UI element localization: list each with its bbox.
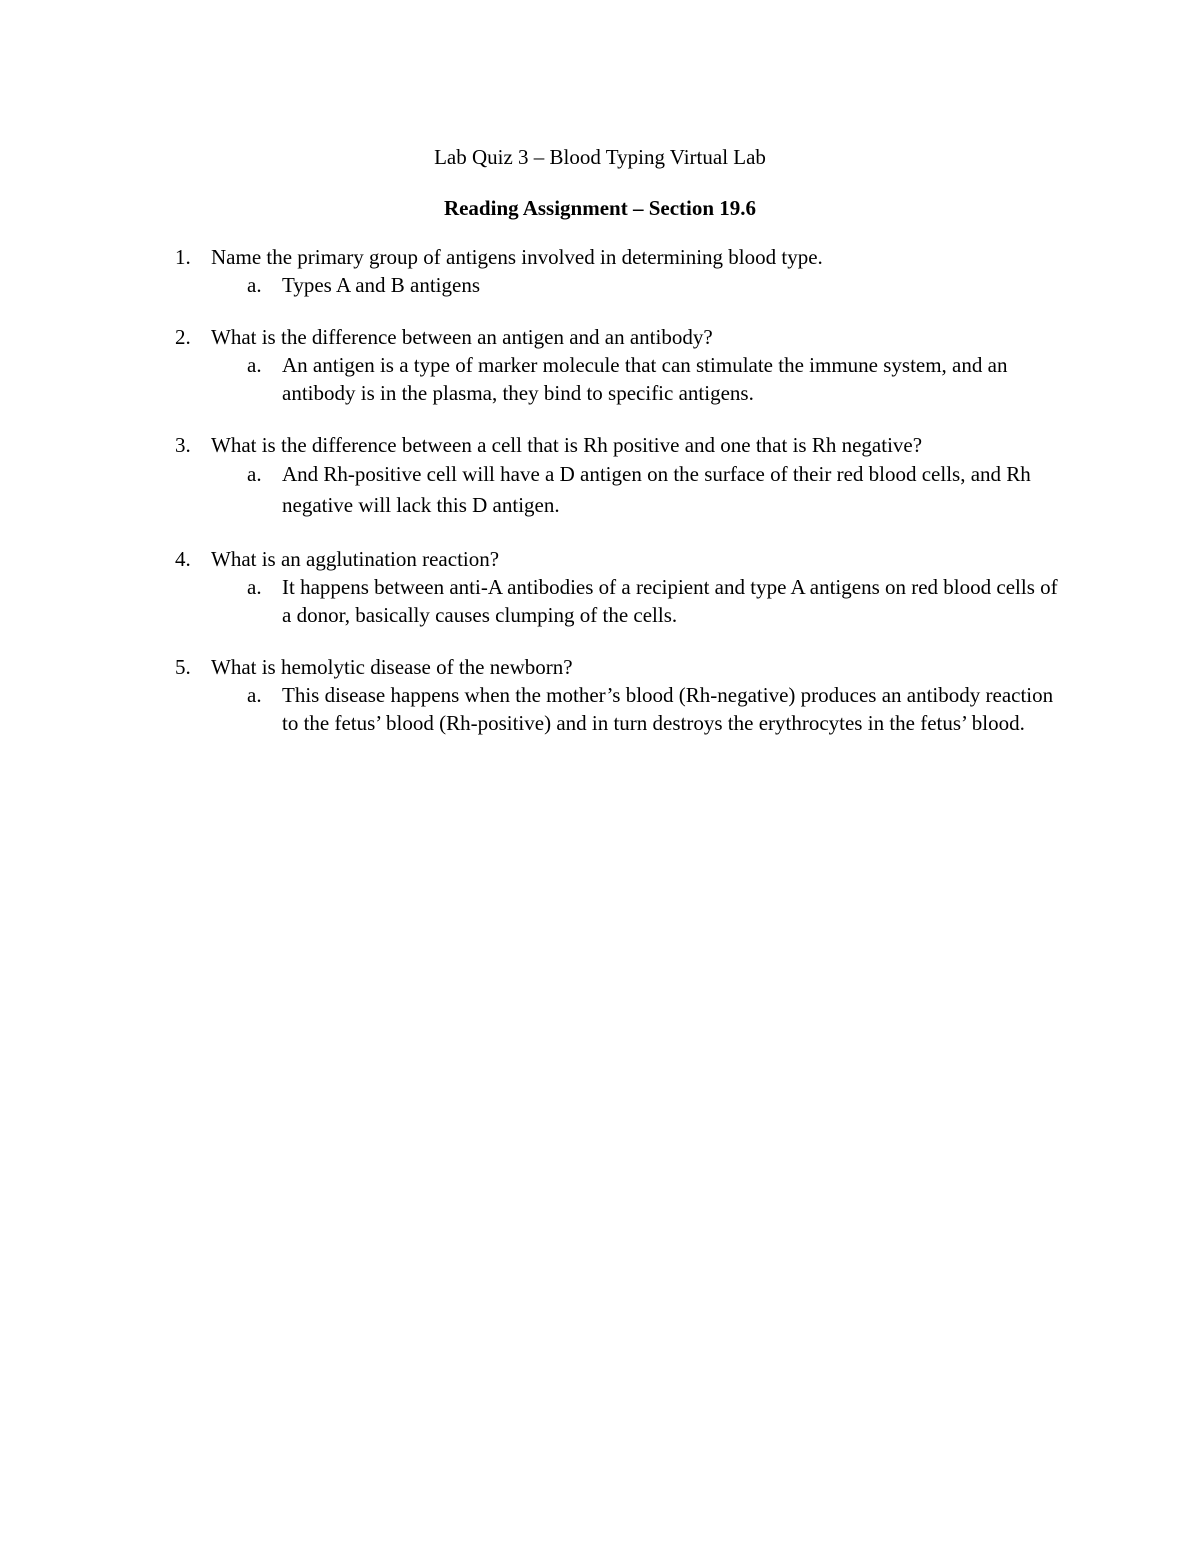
- question-text: What is hemolytic disease of the newborn?: [211, 655, 573, 679]
- question-number: 3.: [175, 433, 191, 457]
- question-item: [0, 545, 1200, 629]
- answer-text: This disease happens when the mother’s blood (Rh-negative) produces an antibody reaction to the fetus’ blood (Rh-positive) and in turn destroys the erythrocytes in the fetus’ blood.: [282, 683, 1054, 735]
- question-text: What is the difference between a cell that is Rh positive and one that is Rh negative?: [211, 433, 923, 457]
- question-text: What is the difference between an antigen and an antibody?: [211, 325, 713, 349]
- answer-item: [0, 459, 1200, 521]
- question-item: [0, 431, 1200, 521]
- question-item: [0, 323, 1200, 407]
- answer-text: And Rh-positive cell will have a D antigen on the surface of their red blood cells, and Rh negative will lack this D antigen.: [282, 462, 1031, 517]
- question-text: What is an agglutination reaction?: [211, 547, 500, 571]
- answer-letter: a.: [247, 273, 262, 297]
- answer-item: [0, 351, 1200, 407]
- question-item: [0, 653, 1200, 737]
- answer-item: [0, 573, 1200, 629]
- question-number: 5.: [175, 655, 191, 679]
- question-text: Name the primary group of antigens involved in determining blood type.: [211, 245, 823, 269]
- question-number: 1.: [175, 245, 191, 269]
- answer-item: [0, 681, 1200, 737]
- answer-text: An antigen is a type of marker molecule that can stimulate the immune system, and an antibody is in the plasma, they bind to specific antigens.: [282, 353, 1008, 405]
- document-subtitle: Reading Assignment – Section 19.6: [443, 196, 757, 220]
- answer-text: It happens between anti-A antibodies of a recipient and type A antigens on red blood cells of a donor, basically causes clumping of the cells.: [282, 575, 1058, 627]
- question-number: 4.: [175, 547, 191, 571]
- answer-text: Types A and B antigens: [282, 273, 481, 297]
- document-title: Lab Quiz 3 – Blood Typing Virtual Lab: [434, 145, 766, 169]
- question-number: 2.: [175, 325, 191, 349]
- answer-letter: a.: [247, 575, 262, 599]
- answer-item: [0, 271, 1200, 299]
- answer-letter: a.: [247, 683, 262, 707]
- question-list: [0, 243, 1200, 737]
- answer-letter: a.: [247, 462, 262, 486]
- answer-letter: a.: [247, 353, 262, 377]
- question-item: [0, 243, 1200, 299]
